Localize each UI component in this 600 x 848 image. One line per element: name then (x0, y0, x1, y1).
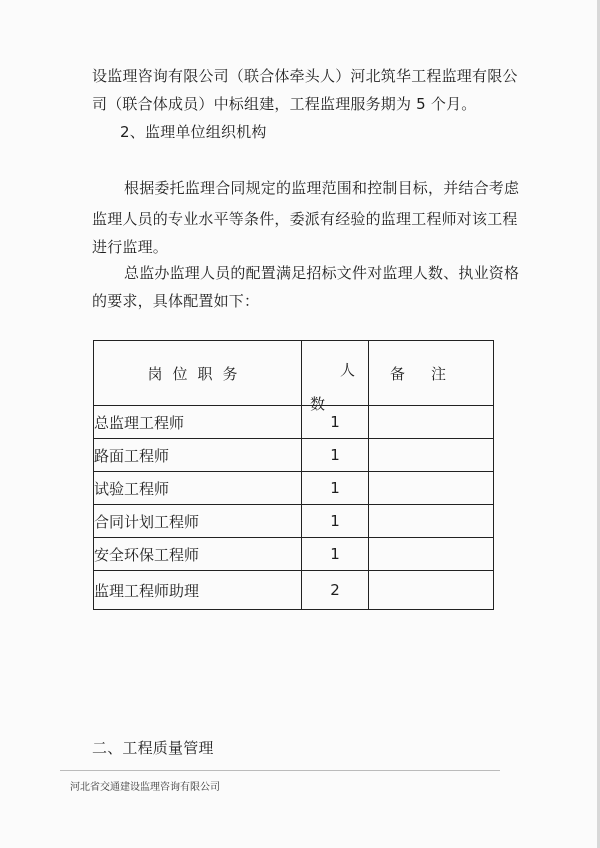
cell-post: 总监理工程师 (94, 406, 302, 439)
paragraph-3-line-1: 总监办监理人员的配置满足招标文件对监理人数、执业资格 (124, 264, 520, 282)
cell-count: 2 (302, 571, 369, 610)
header-count (302, 341, 369, 413)
paragraph-2-line-2: 监理人员的专业水平等条件，委派有经验的监理工程师对该工程 (92, 210, 518, 228)
cell-note (369, 472, 494, 505)
cell-post: 合同计划工程师 (94, 505, 302, 538)
cell-count: 1 (302, 505, 369, 538)
header-note: 备注 (369, 341, 494, 406)
cell-post: 安全环保工程师 (94, 538, 302, 571)
table-row (94, 571, 494, 610)
table-header-row (94, 341, 494, 406)
subsection-heading: 2、监理单位组织机构 (120, 123, 267, 141)
cell-note (369, 406, 494, 439)
footer-company: 河北省交通建设监理咨询有限公司 (70, 782, 220, 793)
cell-count: 1 (302, 406, 369, 439)
staff-table (93, 340, 494, 610)
table-row (94, 538, 494, 571)
cell-post: 试验工程师 (94, 472, 302, 505)
paragraph-2-line-1: 根据委托监理合同规定的监理范围和控制目标，并结合考虑 (124, 179, 520, 197)
cell-count: 1 (302, 538, 369, 571)
header-count-bottom: 数 (310, 395, 326, 413)
paragraph-2-line-3: 进行监理。 (92, 238, 169, 256)
paragraph-1-line-2: 司（联合体成员）中标组建，工程监理服务期为 5 个月。 (92, 95, 477, 113)
section-title: 二、工程质量管理 (92, 739, 214, 757)
footer-divider (60, 770, 500, 771)
cell-note (369, 571, 494, 610)
paragraph-1-line-1: 设监理咨询有限公司（联合体牵头人）河北筑华工程监理有限公 (92, 67, 518, 85)
cell-post: 监理工程师助理 (94, 571, 302, 610)
table-row (94, 472, 494, 505)
cell-note (369, 538, 494, 571)
cell-note (369, 505, 494, 538)
table-row (94, 406, 494, 439)
table-row (94, 505, 494, 538)
cell-note (369, 439, 494, 472)
cell-count: 1 (302, 472, 369, 505)
cell-count: 1 (302, 439, 369, 472)
header-count-top: 人 (340, 361, 356, 379)
table-row (94, 439, 494, 472)
cell-post: 路面工程师 (94, 439, 302, 472)
paragraph-3-line-2: 的要求，具体配置如下： (92, 292, 260, 310)
header-post: 岗位职务 (94, 341, 302, 406)
